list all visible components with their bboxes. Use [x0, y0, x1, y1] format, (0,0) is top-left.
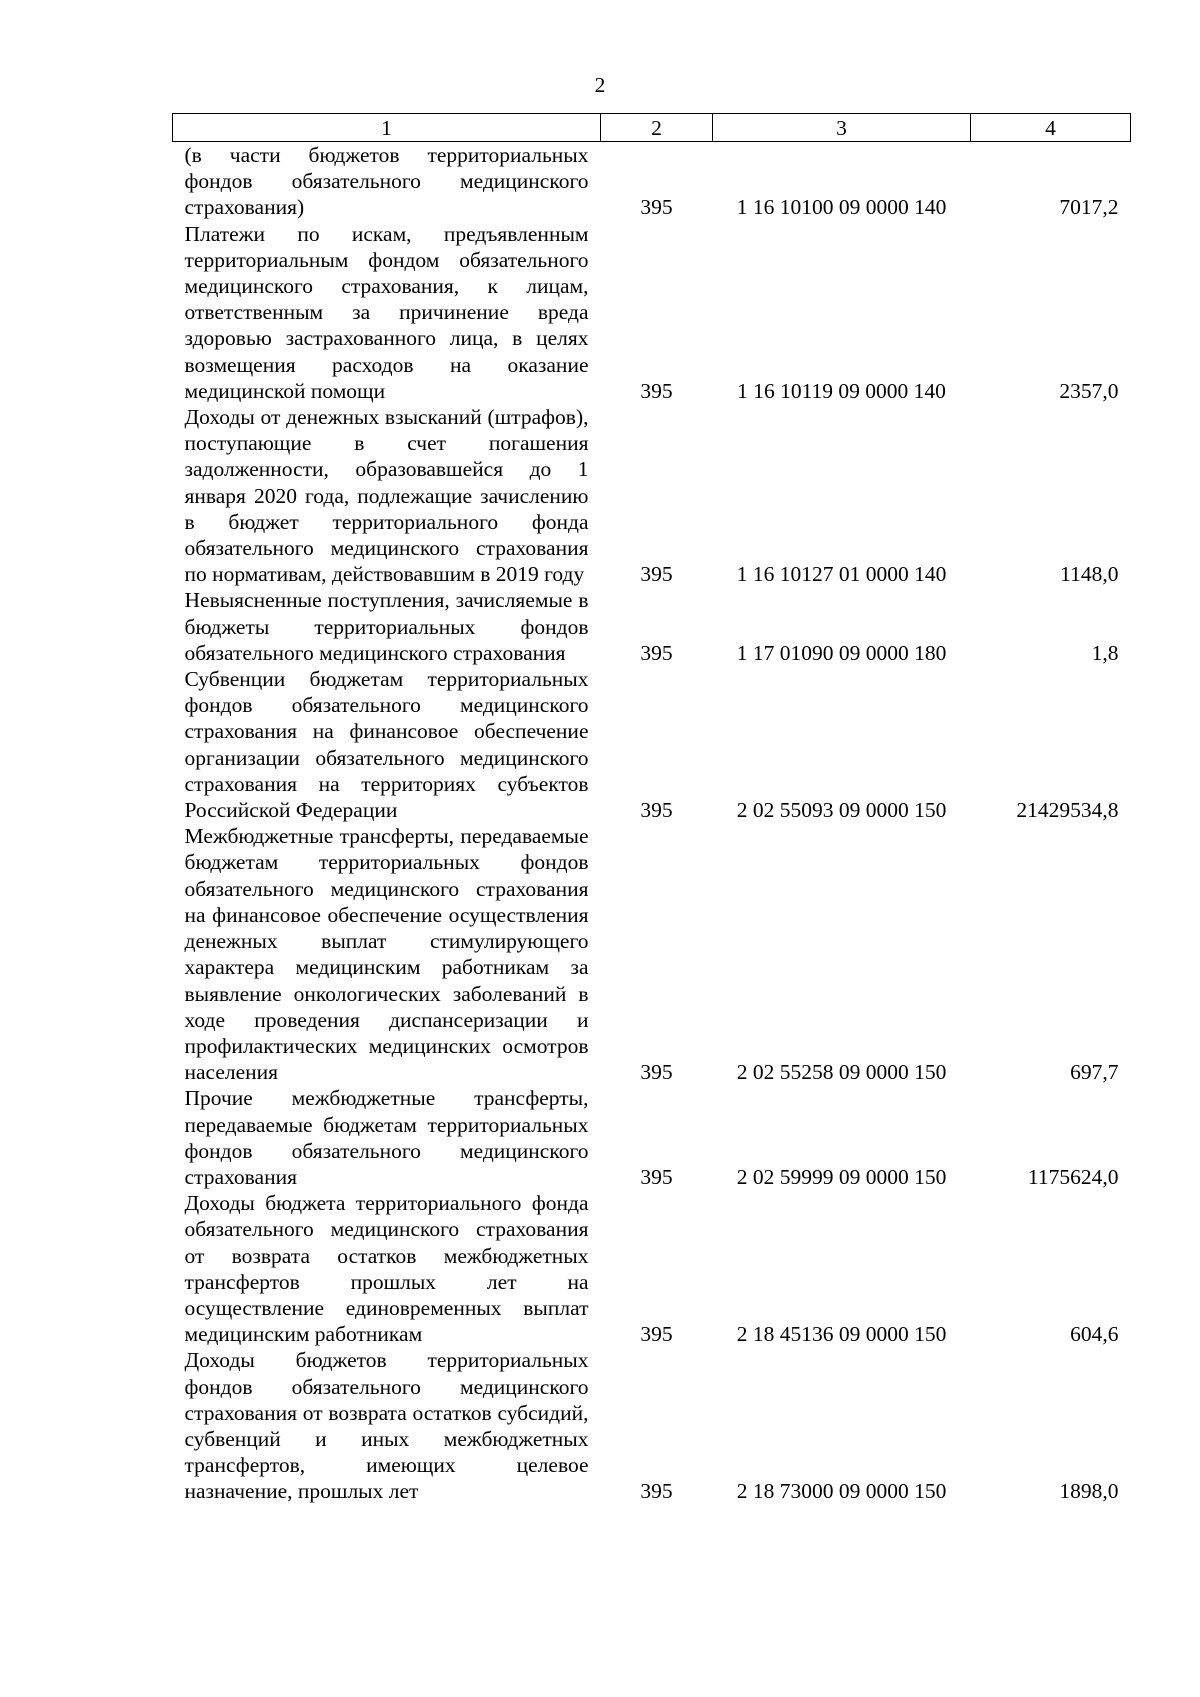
budget-classification-code: 1 17 01090 09 0000 180: [736, 640, 947, 665]
budget-classification-code: 2 02 55093 09 0000 150: [736, 798, 947, 823]
table-header: [173, 114, 1131, 142]
table-row: [173, 1190, 1131, 1347]
table-row: [173, 666, 1131, 823]
amount: 697,7: [1070, 1060, 1119, 1085]
amount: 1,8: [1091, 640, 1119, 665]
revenue-name: Субвенции бюджетам территориальных фондов обязательного медицинского страхования на финансовое обеспечение организации обязательного медицинского страхования на территориях субъектов Российской Федерации: [184, 667, 589, 823]
table-row: [173, 587, 1131, 666]
table-row: [173, 221, 1131, 404]
budget-classification-code: 1 16 10119 09 0000 140: [737, 378, 946, 403]
amount: 2357,0: [1059, 378, 1119, 403]
budget-classification-code: 2 02 55258 09 0000 150: [736, 1060, 947, 1085]
amount: 1148,0: [1060, 562, 1119, 587]
revenue-name: Платежи по искам, предъявленным территориальным фондом обязательного медицинского страхования, к лицам, ответственным за причинение вреда здоровью застрахованного лица, в целях возмещения расходов на оказание медицинской помощи: [184, 221, 589, 403]
revenue-name: (в части бюджетов территориальных фондов обязательного медицинского страхования): [184, 143, 589, 220]
table-row: [173, 1085, 1131, 1190]
admin-code: 395: [640, 195, 673, 220]
admin-code: 395: [640, 562, 673, 587]
revenue-name: Доходы от денежных взысканий (штрафов), поступающие в счет погашения задолженности, образовавшейся до 1 января 2020 года, подлежащие зачислению в бюджет территориального фонда обязательного медицинского страхования по нормативам, действовавшим в 2019 году: [184, 405, 589, 587]
page-number: 2: [594, 73, 606, 97]
table-row: [173, 142, 1131, 221]
admin-code: 395: [640, 1060, 673, 1085]
column-header-4: 4: [971, 114, 1131, 142]
budget-classification-code: 2 18 73000 09 0000 150: [736, 1479, 947, 1504]
table-row: [173, 404, 1131, 587]
admin-code: 395: [640, 1322, 673, 1347]
revenue-name: Доходы бюджета территориального фонда обязательного медицинского страхования от возврата остатков межбюджетных трансфертов прошлых лет на осуществление единовременных выплат медицинским работникам: [184, 1191, 589, 1347]
revenue-name: Доходы бюджетов территориальных фондов обязательного медицинского страхования от возврата остатков субсидий, субвенций и иных межбюджетных трансфертов, имеющих целевое назначение, прошлых лет: [184, 1348, 589, 1504]
amount: 21429534,8: [1016, 798, 1119, 823]
revenue-name: Межбюджетные трансферты, передаваемые бюджетам территориальных фондов обязательного медицинского страхования на финансовое обеспечение осуществления денежных выплат стимулирующего характера медицинским работникам за выявление онкологических заболеваний в ходе проведения диспансеризации и профилактических медицинских осмотров населения: [184, 824, 589, 1085]
column-header-3: 3: [713, 114, 971, 142]
column-header-2: 2: [601, 114, 713, 142]
revenue-name: Невыясненные поступления, зачисляемые в бюджеты территориальных фондов обязательного медицинского страхования: [184, 588, 589, 665]
header-row: [173, 114, 1131, 142]
admin-code: 395: [640, 1479, 673, 1504]
table-row: [173, 1347, 1131, 1504]
amount: 1898,0: [1059, 1479, 1119, 1504]
budget-classification-code: 2 18 45136 09 0000 150: [736, 1322, 947, 1347]
table-body: [173, 142, 1131, 1505]
budget-classification-code: 1 16 10127 01 0000 140: [736, 562, 947, 587]
admin-code: 395: [640, 1164, 673, 1189]
budget-classification-code: 1 16 10100 09 0000 140: [736, 195, 947, 220]
column-header-1: 1: [173, 114, 601, 142]
admin-code: 395: [640, 798, 673, 823]
amount: 1175624,0: [1027, 1164, 1119, 1189]
amount: 7017,2: [1059, 195, 1119, 220]
amount: 604,6: [1070, 1322, 1119, 1347]
admin-code: 395: [640, 640, 673, 665]
admin-code: 395: [640, 378, 673, 403]
revenue-table: [172, 113, 1131, 1505]
budget-classification-code: 2 02 59999 09 0000 150: [736, 1164, 947, 1189]
table-row: [173, 823, 1131, 1085]
revenue-name: Прочие межбюджетные трансферты, передаваемые бюджетам территориальных фондов обязательного медицинского страхования: [184, 1086, 589, 1189]
